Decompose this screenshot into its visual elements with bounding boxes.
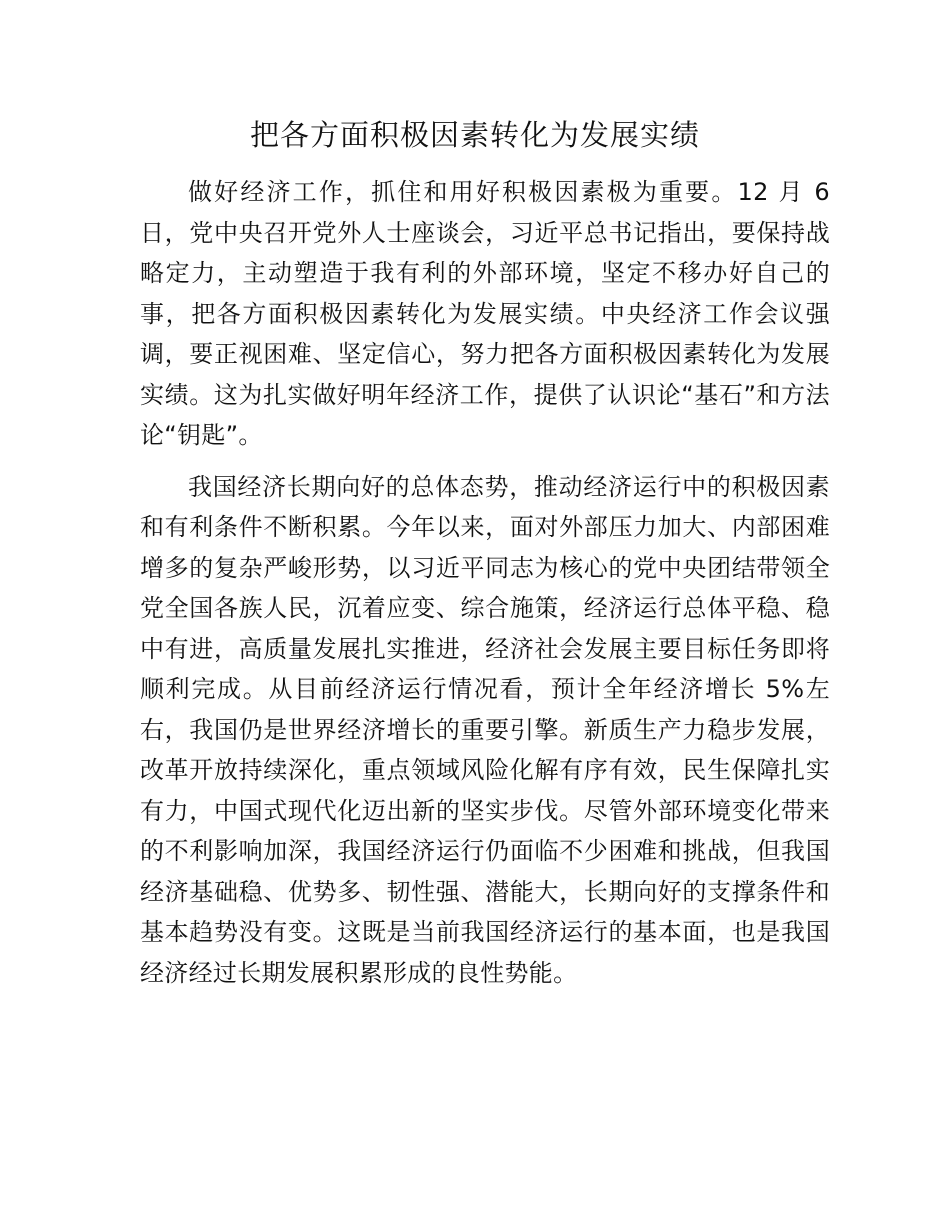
document-body <box>140 172 830 993</box>
paragraph-1: 做好经济工作，抓住和用好积极因素极为重要。12 月 6 日，党中央召开党外人士座谈会，习近平总书记指出，要保持战略定力，主动塑造于我有利的外部环境，坚定不移办好自己的事，把各方面积极因素转化为发展实绩。中央经济工作会议强调，要正视困难、坚定信心，努力把各方面积极因素转化为发展实绩。这为扎实做好明年经济工作，提供了认识论“基石”和方法论“钥匙”。 <box>140 178 830 449</box>
document-title: 把各方面积极因素转化为发展实绩 <box>249 118 700 152</box>
paragraph-2: 我国经济长期向好的总体态势，推动经济运行中的积极因素和有利条件不断积累。今年以来，面对外部压力加大、内部困难增多的复杂严峻形势，以习近平同志为核心的党中央团结带领全党全国各族人民，沉着应变、综合施策，经济运行总体平稳、稳中有进，高质量发展扎实推进，经济社会发展主要目标任务即将顺利完成。从目前经济运行情况看，预计全年经济增长 5%左右，我国仍是世界经济增长的重要引擎。新质生产力稳步发展，改革开放持续深化，重点领域风险化解有序有效，民生保障扎实有力，中国式现代化迈出新的坚实步伐。尽管外部环境变化带来的不利影响加深，我国经济运行仍面临不少困难和挑战，但我国经济基础稳、优势多、韧性强、潜能大，长期向好的支撑条件和基本趋势没有变。这既是当前我国经济运行的基本面，也是我国经济经过长期发展积累形成的良性势能。 <box>140 472 830 987</box>
